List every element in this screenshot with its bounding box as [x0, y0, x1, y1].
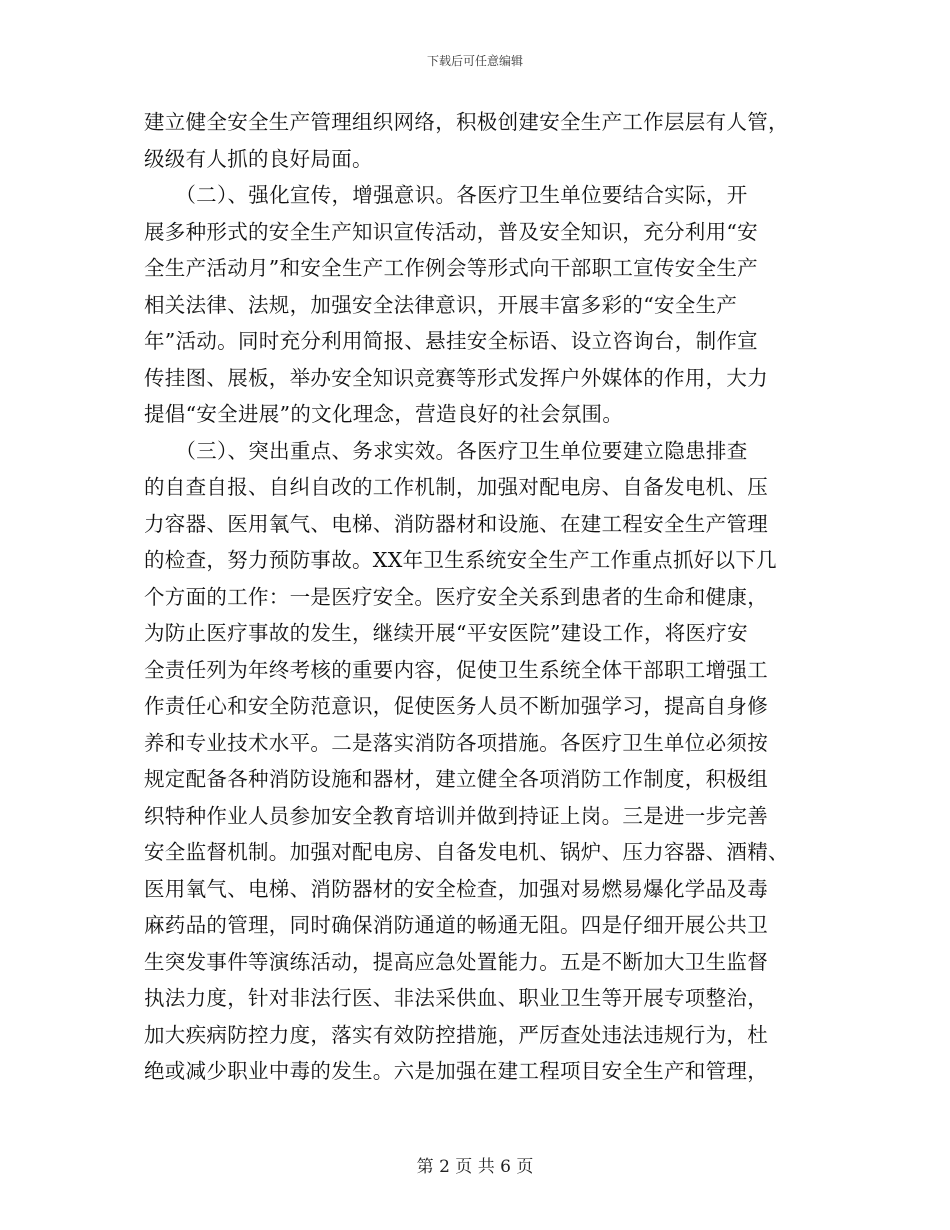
text-line: 个方面的工作：一是医疗安全。医疗安全关系到患者的生命和健康， [144, 584, 768, 609]
text-line: 的检查，努力预防事故。XX年卫生系统安全生产工作重点抓好以下几 [144, 548, 777, 572]
text-line: 规定配备各种消防设施和器材，建立健全各项消防工作制度，积极组 [144, 767, 768, 791]
text-line: 绝或减少职业中毒的发生。六是加强在建工程项目安全生产和管理， [144, 1059, 768, 1083]
text-line: 作责任心和安全防范意识，促使医务人员不断加强学习，提高自身修 [144, 694, 768, 718]
text-line: （二）、强化宣传，增强意识。各医疗卫生单位要结合实际，开 [144, 183, 748, 207]
text-line: 加大疾病防控力度，落实有效防控措施，严厉查处违法违规行为，杜 [144, 1022, 768, 1047]
page-footer: 第 2 页 共 6 页 [416, 1157, 534, 1177]
text-line: 展多种形式的安全生产知识宣传活动，普及安全知识，充分利用“安 [144, 219, 758, 244]
text-line: 织特种作业人员参加安全教育培训并做到持证上岗。三是进一步完善 [144, 803, 768, 828]
body-text [144, 104, 814, 1090]
text-line: 医用氧气、电梯、消防器材的安全检查，加强对易燃易爆化学品及毒 [144, 876, 768, 901]
text-line: 力容器、医用氧气、电梯、消防器材和设施、在建工程安全生产管理 [144, 511, 768, 536]
text-line: 安全监督机制。加强对配电房、自备发电机、锅炉、压力容器、酒精、 [144, 840, 789, 864]
text-line: 级级有人抓的良好局面。 [144, 146, 373, 171]
text-line: 年”活动。同时充分利用简报、悬挂安全标语、设立咨询台，制作宣 [144, 329, 758, 353]
text-line: 传挂图、展板，举办安全知识竞赛等形式发挥户外媒体的作用，大力 [144, 365, 768, 390]
text-line: 的自查自报、自纠自改的工作机制，加强对配电房、自备发电机、压 [144, 475, 768, 499]
text-line: 建立健全安全生产管理组织网络，积极创建安全生产工作层层有人管， [144, 110, 789, 134]
text-line: 养和专业技术水平。二是落实消防各项措施。各医疗卫生单位必须按 [144, 730, 768, 755]
page-header: 下载后可任意编辑 [426, 54, 523, 68]
text-line: 麻药品的管理，同时确保消防通道的畅通无阻。四是仔细开展公共卫 [144, 913, 768, 937]
text-line: 为防止医疗事故的发生，继续开展“平安医院”建设工作，将医疗安 [144, 621, 748, 645]
text-line: 全责任列为年终考核的重要内容，促使卫生系统全体干部职工增强工 [144, 657, 768, 682]
text-line: 生突发事件等演练活动，提高应急处置能力。五是不断加大卫生监督 [144, 949, 768, 974]
text-line: 提倡“安全进展”的文化理念，营造良好的社会氛围。 [144, 402, 624, 426]
text-line: 全生产活动月”和安全生产工作例会等形式向干部职工宣传安全生产 [144, 256, 758, 280]
text-line: （三）、突出重点、务求实效。各医疗卫生单位要建立隐患排查 [144, 438, 748, 463]
text-line: 相关法律、法规，加强安全法律意识，开展丰富多彩的“安全生产 [144, 292, 738, 317]
text-line: 执法力度，针对非法行医、非法采供血、职业卫生等开展专项整治， [144, 986, 768, 1010]
